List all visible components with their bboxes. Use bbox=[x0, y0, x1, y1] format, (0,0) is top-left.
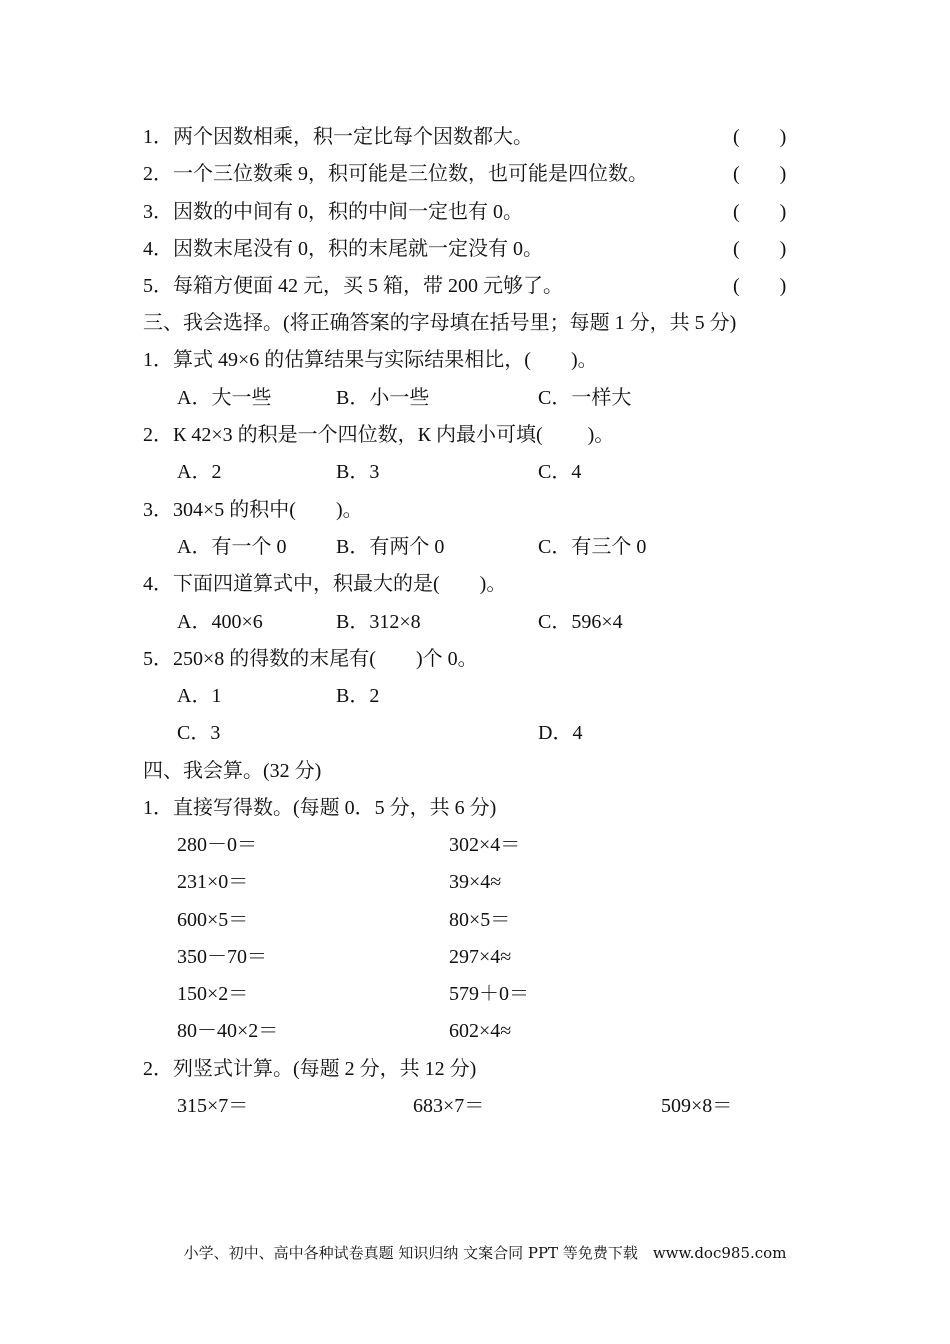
oral-calc-item: 280－0＝ bbox=[177, 834, 257, 856]
section4-heading: 四、我会算。(32 分) bbox=[143, 760, 322, 782]
judge-item-text: 1．两个因数相乘，积一定比每个因数都大。 bbox=[143, 126, 533, 148]
choice-option: B．小一些 bbox=[336, 387, 430, 409]
oral-calc-item: 302×4＝ bbox=[449, 834, 521, 856]
section4-part1-heading: 1．直接写得数。(每题 0．5 分，共 6 分) bbox=[143, 797, 497, 819]
choice-option: C．596×4 bbox=[538, 611, 623, 633]
judge-item-text: 5．每箱方便面 42 元，买 5 箱，带 200 元够了。 bbox=[143, 275, 563, 297]
vertical-calc-item: 509×8＝ bbox=[661, 1095, 733, 1117]
choice-option: A．有一个 0 bbox=[177, 536, 287, 558]
oral-calc-item: 231×0＝ bbox=[177, 871, 249, 893]
choice-question-5: 5．250×8 的得数的末尾有( )个 0。 bbox=[143, 648, 478, 670]
answer-paren: ( ) bbox=[733, 201, 787, 223]
choice-option: B．312×8 bbox=[336, 611, 421, 633]
judge-item-3 bbox=[143, 198, 830, 226]
section4-part2-heading: 2．列竖式计算。(每题 2 分，共 12 分) bbox=[143, 1058, 477, 1080]
judge-item-5 bbox=[143, 272, 830, 300]
choice-option: D．4 bbox=[538, 722, 583, 744]
judge-item-text: 3．因数的中间有 0，积的中间一定也有 0。 bbox=[143, 201, 523, 223]
answer-paren: ( ) bbox=[733, 126, 787, 148]
choice-option: C．一样大 bbox=[538, 387, 632, 409]
oral-calc-item: 602×4≈ bbox=[449, 1020, 512, 1042]
choice-question-1: 1．算式 49×6 的估算结果与实际结果相比，( )。 bbox=[143, 349, 598, 371]
judge-item-2 bbox=[143, 160, 830, 188]
choice-question-3: 3．304×5 的积中( )。 bbox=[143, 499, 363, 521]
answer-paren: ( ) bbox=[733, 275, 787, 297]
choice-option: B．2 bbox=[336, 685, 380, 707]
answer-paren: ( ) bbox=[733, 163, 787, 185]
choice-question-2: 2．К 42×3 的积是一个四位数，К 内最小可填( )。 bbox=[143, 424, 615, 446]
oral-calc-item: 297×4≈ bbox=[449, 946, 512, 968]
oral-calc-item: 600×5＝ bbox=[177, 909, 249, 931]
section3-heading: 三、我会选择。(将正确答案的字母填在括号里；每题 1 分，共 5 分) bbox=[143, 312, 737, 334]
page-footer: 小学、初中、高中各种试卷真题 知识归纳 文案合同 PPT 等免费下载 www.doc985.com bbox=[183, 1244, 787, 1262]
oral-calc-item: 579＋0＝ bbox=[449, 983, 529, 1005]
choice-option: A．400×6 bbox=[177, 611, 263, 633]
oral-calc-item: 80×5＝ bbox=[449, 909, 511, 931]
judge-item-text: 4．因数末尾没有 0，积的末尾就一定没有 0。 bbox=[143, 238, 543, 260]
choice-option: B．有两个 0 bbox=[336, 536, 445, 558]
oral-calc-item: 80－40×2＝ bbox=[177, 1020, 279, 1042]
choice-option: A．2 bbox=[177, 461, 222, 483]
oral-calc-item: 150×2＝ bbox=[177, 983, 249, 1005]
judge-item-4 bbox=[143, 235, 830, 263]
choice-option: A．大一些 bbox=[177, 387, 272, 409]
choice-question-4: 4．下面四道算式中，积最大的是( )。 bbox=[143, 573, 507, 595]
choice-option: C．3 bbox=[177, 722, 221, 744]
vertical-calc-item: 315×7＝ bbox=[177, 1095, 249, 1117]
judge-item-text: 2．一个三位数乘 9，积可能是三位数，也可能是四位数。 bbox=[143, 163, 648, 185]
choice-option: B．3 bbox=[336, 461, 380, 483]
choice-option: A．1 bbox=[177, 685, 222, 707]
choice-option: C．有三个 0 bbox=[538, 536, 647, 558]
vertical-calc-item: 683×7＝ bbox=[413, 1095, 485, 1117]
oral-calc-item: 350－70＝ bbox=[177, 946, 267, 968]
judge-item-1 bbox=[143, 123, 830, 151]
oral-calc-item: 39×4≈ bbox=[449, 871, 502, 893]
choice-option: C．4 bbox=[538, 461, 582, 483]
answer-paren: ( ) bbox=[733, 238, 787, 260]
